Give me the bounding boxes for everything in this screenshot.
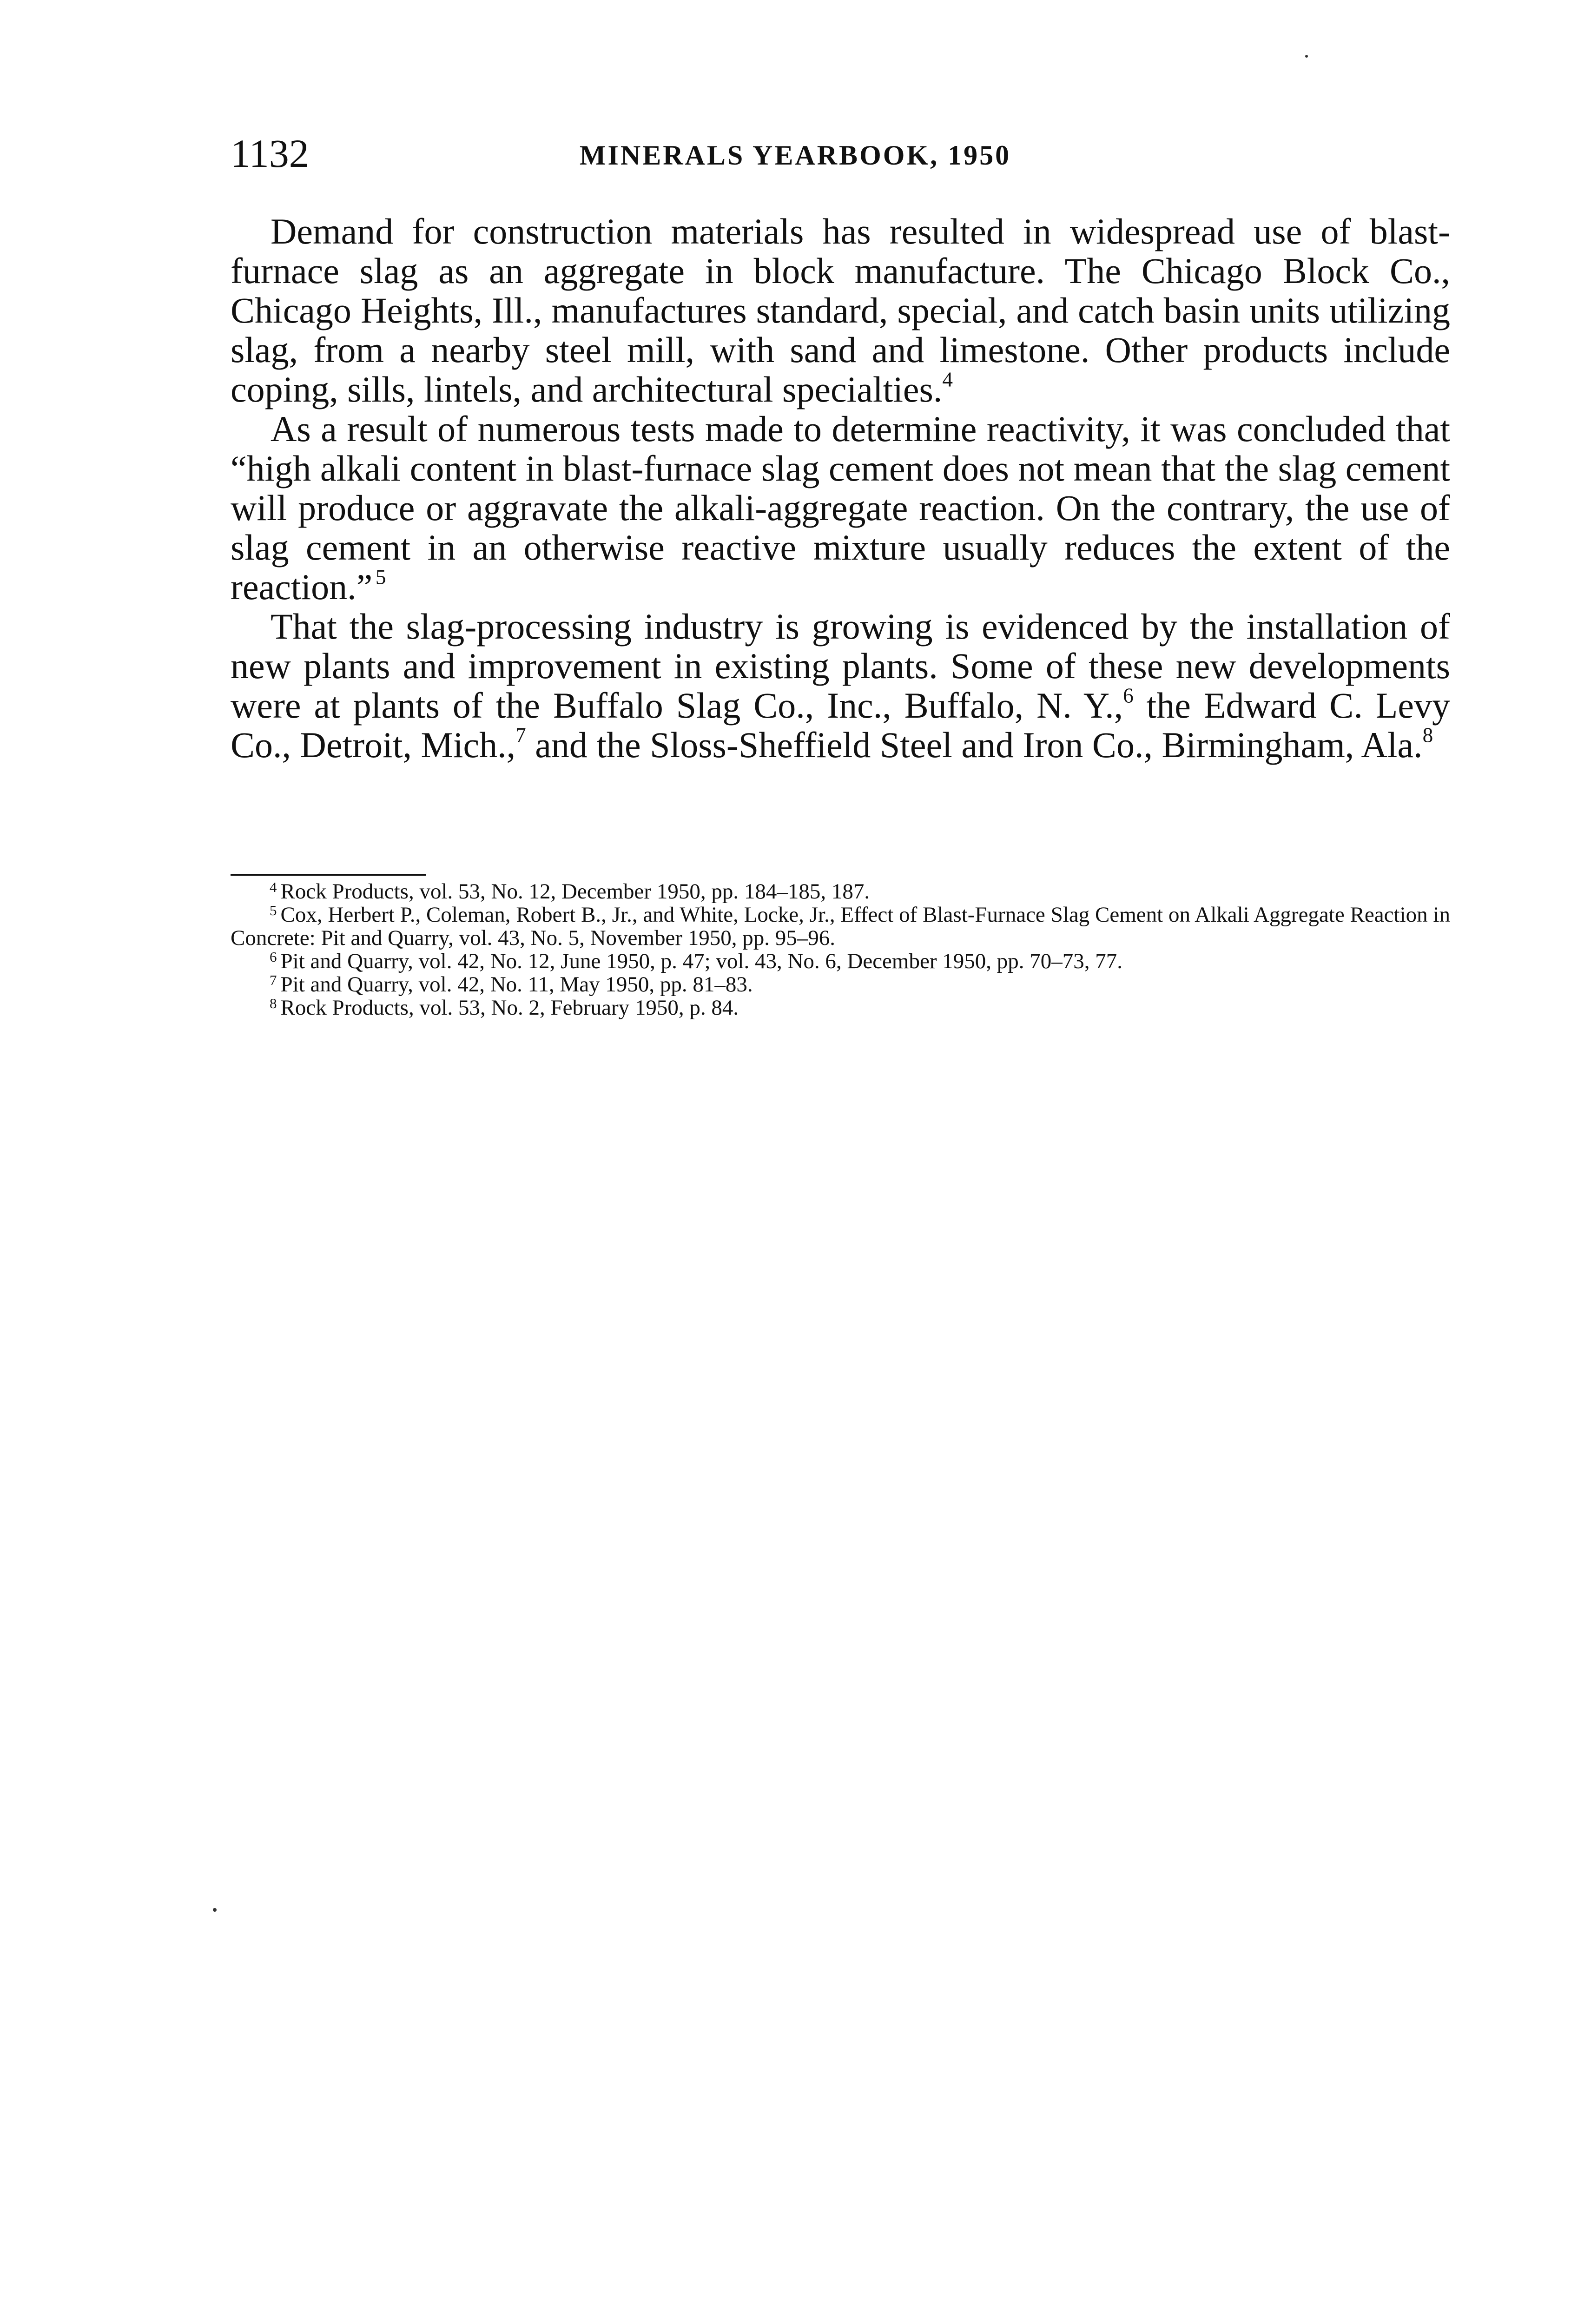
running-title: MINERALS YEARBOOK, 1950 [579, 140, 1011, 171]
footnotes [231, 880, 1450, 1019]
paragraph-text: Demand for construction materials has resulted in widespread use of blast-furnace slag as an aggregate in block manufacture. The Chicago Block Co., Chicago Heights, Ill., manufactures standard, special, and catch basin units utilizing slag, from a nearby steel mill, with sand and limestone. Other products include coping, sills, lintels, and architectural specialties. [231, 211, 1450, 409]
footnote-reference: 4 [942, 368, 953, 391]
page-header [231, 130, 1450, 181]
paragraph-alkali-reactivity [231, 409, 1450, 607]
footnote-text: Cox, Herbert P., Coleman, Robert B., Jr., and White, Locke, Jr., Effect of Blast-Furnace Slag Cement on Alkali Aggregate Reaction in Concrete: Pit and Quarry, vol. 43, No. 5, November 1950, pp. 95–96. [231, 903, 1450, 950]
footnote-number: 6 [270, 949, 277, 965]
footnote-7 [231, 973, 1450, 996]
footnote-5 [231, 903, 1450, 950]
footnote-reference: 8 [1422, 723, 1433, 747]
footnote-6 [231, 950, 1450, 973]
footnote-reference: 7 [515, 723, 526, 747]
paragraph-text: As a result of numerous tests made to determine reactivity, it was concluded that “high alkali content in blast-furnace slag cement does not mean that the slag cement will produce or aggravate the alkali-aggregate reaction. On the contrary, the use of slag cement in an otherwise reactive mixture usually reduces the extent of the reaction.” [231, 409, 1450, 607]
footnote-text: Rock Products, vol. 53, No. 12, December 1950, pp. 184–185, 187. [280, 879, 870, 904]
footnote-4 [231, 880, 1450, 903]
footnote-8 [231, 996, 1450, 1019]
footnote-divider [231, 874, 426, 876]
footnote-text: Pit and Quarry, vol. 42, No. 12, June 1950, p. 47; vol. 43, No. 6, December 1950, pp. 70–73, 77. [280, 949, 1122, 973]
page-number: 1132 [231, 131, 309, 176]
paragraph-text: That the slag-processing industry is growing is evidenced by the installation of new plants and improvement in existing plants. Some of these new developments were at plants of the Buffalo Slag Co., Inc., Buffalo, N. Y., [231, 606, 1450, 726]
footnote-reference: 6 [1123, 684, 1134, 707]
footnote-number: 8 [270, 995, 277, 1012]
paragraph-text: the Edward C. Levy Co., Detroit, Mich., [231, 685, 1450, 765]
paragraph-text: and the Sloss-Sheffield Steel and Iron Co., Birmingham, Ala. [526, 725, 1423, 765]
footnote-reference: 5 [375, 565, 386, 589]
scan-speck [1305, 55, 1308, 58]
footnote-number: 7 [270, 972, 277, 989]
footnote-text: Pit and Quarry, vol. 42, No. 11, May 1950, pp. 81–83. [280, 972, 753, 997]
footnote-text: Rock Products, vol. 53, No. 2, February 1950, p. 84. [280, 996, 739, 1020]
footnote-number: 4 [270, 879, 277, 896]
scan-speck [213, 1908, 217, 1912]
body-text [231, 211, 1450, 765]
paragraph-block-manufacture [231, 211, 1450, 409]
paragraph-industry-growth [231, 607, 1450, 765]
footnote-number: 5 [270, 902, 277, 919]
